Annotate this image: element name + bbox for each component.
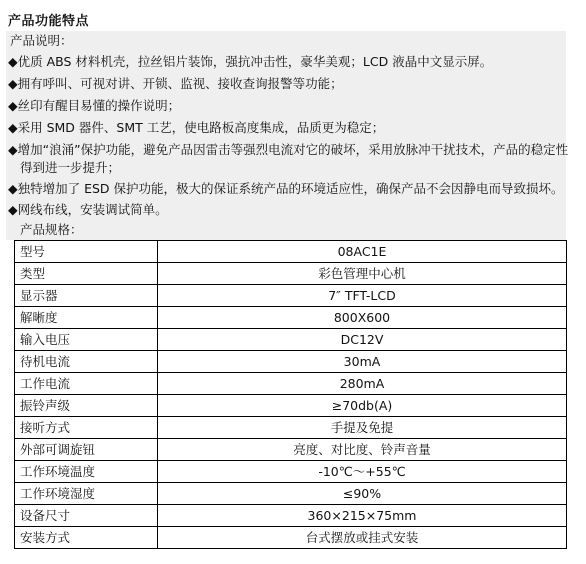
table-row [15, 329, 567, 351]
spec-value: 30mA [158, 351, 567, 373]
spec-key: 安装方式 [15, 527, 158, 549]
table-row [15, 417, 567, 439]
description-label: 产品说明： [10, 33, 73, 48]
spec-key: 工作电流 [15, 373, 158, 395]
table-row [15, 307, 567, 329]
spec-key: 显示器 [15, 285, 158, 307]
feature-line-continuation: 得到进一步提升； [20, 160, 121, 175]
table-row [15, 461, 567, 483]
spec-key: 解晰度 [15, 307, 158, 329]
feature-line: ◆丝印有醒目易懂的操作说明； [8, 98, 181, 113]
spec-value: 280mA [158, 373, 567, 395]
feature-line: ◆拥有呼叫、可视对讲、开锁、监视、接收查询报警等功能； [8, 76, 343, 91]
spec-label: 产品规格： [20, 222, 83, 237]
table-row [15, 439, 567, 461]
table-row [15, 241, 567, 263]
table-row [15, 285, 567, 307]
spec-key: 外部可调旋钮 [15, 439, 158, 461]
spec-value: 彩色管理中心机 [158, 263, 567, 285]
spec-label-band [6, 221, 566, 240]
feature-line: ◆独特增加了 ESD 保护功能，极大的保证系统产品的环境适应性，确保产品不会因静电而导致损坏。 [8, 181, 564, 196]
spec-key: 设备尺寸 [15, 505, 158, 527]
table-row [15, 395, 567, 417]
spec-value: ≤90% [158, 483, 567, 505]
spec-table [14, 240, 567, 549]
spec-key: 接听方式 [15, 417, 158, 439]
table-row [15, 483, 567, 505]
feature-line: ◆优质 ABS 材料机壳，拉丝铝片装饰，强抗冲击性，豪华美观；LCD 液晶中文显示屏。 [8, 54, 493, 69]
spec-value: DC12V [158, 329, 567, 351]
spec-value: 08AC1E [158, 241, 567, 263]
spec-value: 台式摆放或挂式安装 [158, 527, 567, 549]
table-row [15, 373, 567, 395]
table-row [15, 527, 567, 549]
table-row [15, 351, 567, 373]
feature-line: ◆采用 SMD 器件、SMT 工艺，使电路板高度集成，品质更为稳定； [8, 120, 385, 135]
spec-value: 360×215×75mm [158, 505, 567, 527]
spec-key: 输入电压 [15, 329, 158, 351]
table-row [15, 263, 567, 285]
spec-value: ≥70db(A) [158, 395, 567, 417]
spec-value: 手提及免提 [158, 417, 567, 439]
spec-value: 亮度、对比度、铃声音量 [158, 439, 567, 461]
spec-key: 型号 [15, 241, 158, 263]
spec-key: 类型 [15, 263, 158, 285]
spec-key: 工作环境温度 [15, 461, 158, 483]
spec-key: 振铃声级 [15, 395, 158, 417]
section-title: 产品功能特点 [8, 14, 90, 29]
spec-key: 待机电流 [15, 351, 158, 373]
spec-value: 800X600 [158, 307, 567, 329]
spec-value: 7″ TFT-LCD [158, 285, 567, 307]
table-row [15, 505, 567, 527]
feature-line: ◆增加“浪涌”保护功能，避免产品因雷击等强烈电流对它的破坏，采用放脉冲干扰技术，产品的稳定性 [8, 142, 569, 157]
feature-line: ◆网线布线，安装调试简单。 [8, 202, 168, 217]
spec-value: -10℃～+55℃ [158, 461, 567, 483]
spec-key: 工作环境湿度 [15, 483, 158, 505]
